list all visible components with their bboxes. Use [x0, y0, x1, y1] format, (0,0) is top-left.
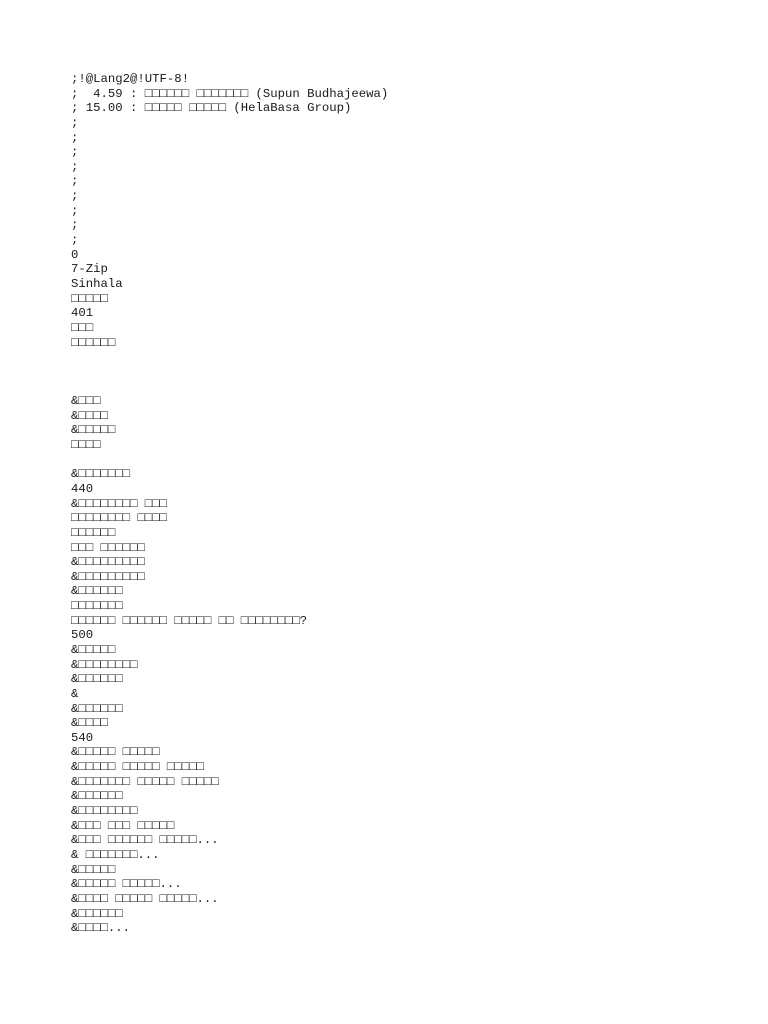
text-line: &□□□□□□□ — [71, 467, 131, 482]
text-line — [71, 453, 751, 468]
text-line: 401 — [71, 306, 94, 321]
text-line: &□□□□ — [71, 716, 108, 731]
text-line: □□□□□ — [71, 291, 108, 306]
text-line: □□□ □□□□□□ — [71, 540, 145, 555]
text-line: 0 — [71, 247, 79, 262]
text-line: ; — [71, 159, 79, 174]
text-line: ; — [71, 130, 79, 145]
text-line: &□□□ □□□□□□ □□□□□... — [71, 833, 219, 848]
text-line: &□□□□□ — [71, 423, 116, 438]
text-line: 500 — [71, 628, 94, 643]
text-line: ; — [71, 203, 79, 218]
text-line: &□□□□□□□□□ — [71, 555, 145, 570]
text-line: ; 15.00 : □□□□□ □□□□□ (HelaBasa Group) — [71, 101, 352, 116]
text-line: &□□□□□□ — [71, 701, 123, 716]
text-line: ; — [71, 233, 79, 248]
text-line: &□□□ □□□ □□□□□ — [71, 818, 175, 833]
text-line: ;!@Lang2@!UTF-8! — [71, 72, 190, 86]
text-line: □□□□□□ — [71, 525, 116, 540]
text-line: □□□□□□ □□□□□□ □□□□□ □□ □□□□□□□□? — [71, 613, 308, 628]
text-line: & — [71, 686, 79, 701]
text-line: &□□□□□ □□□□□ □□□□□ — [71, 760, 204, 775]
text-line: □□□□□□□□ □□□□ — [71, 511, 167, 526]
text-line — [71, 379, 751, 394]
text-line — [71, 365, 751, 380]
text-line: &□□□□ □□□□□ □□□□□... — [71, 891, 219, 906]
language-file-text — [71, 72, 751, 936]
text-line: 7-Zip — [71, 262, 108, 277]
text-line: &□□□□□ — [71, 862, 116, 877]
text-line: &□□□□□□ — [71, 584, 123, 599]
text-line: &□□□ — [71, 394, 101, 409]
text-line: &□□□□□□□□ □□□ — [71, 496, 167, 511]
text-line: &□□□□... — [71, 921, 131, 936]
text-line: ; — [71, 189, 79, 204]
text-line: &□□□□□□□ □□□□□ □□□□□ — [71, 774, 219, 789]
text-line: &□□□□□□ — [71, 789, 123, 804]
text-line: □□□ — [71, 320, 94, 335]
text-line — [71, 350, 751, 365]
text-line: ; 4.59 : □□□□□□ □□□□□□□ (Supun Budhajeewa) — [71, 86, 389, 101]
text-line: &□□□□□ — [71, 642, 116, 657]
text-line: □□□□ — [71, 438, 101, 453]
text-line: ; — [71, 145, 79, 160]
text-line: Sinhala — [71, 276, 123, 291]
text-line: & □□□□□□□... — [71, 847, 160, 862]
text-line: □□□□□□□ — [71, 599, 123, 614]
text-line: &□□□□□□ — [71, 672, 123, 687]
text-line: &□□□□□ □□□□□... — [71, 877, 182, 892]
text-line: ; — [71, 218, 79, 233]
text-line: &□□□□ — [71, 408, 108, 423]
text-line: &□□□□□□□□ — [71, 657, 138, 672]
text-line: ; — [71, 174, 79, 189]
text-line: &□□□□□□ — [71, 906, 123, 921]
text-line: ; — [71, 115, 79, 130]
text-line: &□□□□□□□□ — [71, 804, 138, 819]
text-line: □□□□□□ — [71, 335, 116, 350]
text-line: &□□□□□□□□□ — [71, 569, 145, 584]
text-line: &□□□□□ □□□□□ — [71, 745, 160, 760]
text-line: 540 — [71, 730, 94, 745]
text-line: 440 — [71, 481, 94, 496]
